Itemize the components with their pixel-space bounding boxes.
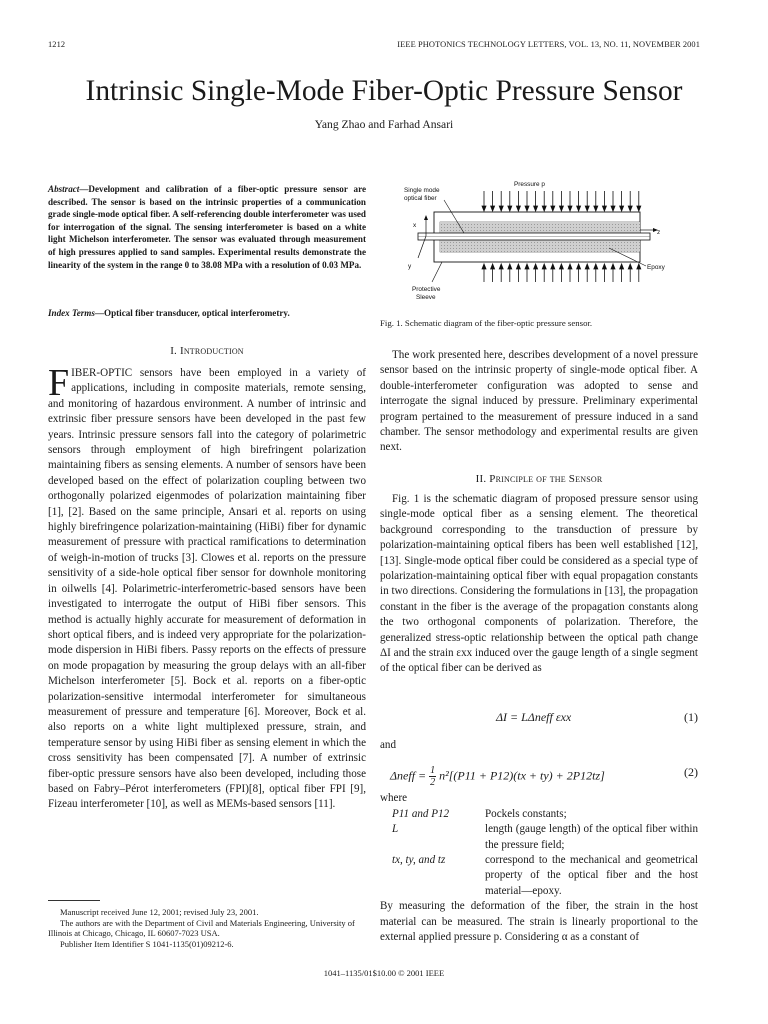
- definition-symbol: P11 and P12: [392, 807, 450, 820]
- equation-2: [380, 757, 698, 791]
- fig-label-sleeve-2: Sleeve: [416, 294, 436, 301]
- introduction-body: [48, 362, 366, 813]
- right-column-intro: [380, 348, 698, 456]
- drop-cap: F: [48, 362, 70, 404]
- fig-label-pressure: Pressure p: [514, 181, 545, 188]
- journal-citation: IEEE PHOTONICS TECHNOLOGY LETTERS, VOL. 13, NO. 11, NOVEMBER 2001: [397, 40, 700, 49]
- figure-1-schematic: [404, 178, 686, 306]
- footnote-affiliation: The authors are with the Department of Civil and Materials Engineering, University of Illinois at Chicago, Chicago, IL 60607-7023 USA.: [48, 917, 355, 939]
- introduction-paragraph: IBER-OPTIC sensors have been employed in a variety of applications, including in composite materials, remote sensing, and monitoring of hazardous environment. A number of intrinsic and extrinsic fiber pressure sensors have been developed in the past few years. Intrinsic pressure sensors fall into the category of polarimetric sensors through employment of high birefringent polarization maintaining fibers as sensing elements. A number of sensors have been developed based on the effect of polarization coupling between two orthogonally polarized eigenmodes of polarization maintaining fiber [1], [2]. Based on the same principle, Ansari et al. reports on using highly birefringence polarization-maintaining (HiBi) fiber for dynamic measurement of pressure with practical ramifications to determination of weigh-in-motion of trucks [3]. Clowes et al. reports on the pressure sensitivity of a side-hole optical fiber sensor for downhole monitoring in oilwells [4]. Polarimetric-interferometric-based sensors have been investigated to interrogate the output of HiBi fiber sensors. This method is actually highly accurate for measurement of deformation in short optical fibers, and is indeed very appropriate for the polarization-mode dispersion in HiBi fibers. Passy reports on the effects of pressure on mode propagation by measuring the group delays with an all-fiber Michelson interferometer [5]. Bock et al. reports on a fiber-optic polarization-sensitive intermodal interferometer for simultaneous measurement of pressure and temperature [6]. Moreover, Bock et al. also reports on a white light multiplexed pressure, strain, and temperature sensor by using HiBi fiber as sensing element in which the cross sensitivity has been compensated [7]. A number of extrinsic fiber-optic pressure sensors have also been developed, including those based on Fabry–Pérot interferometers (FPI)[8], optical fiber FPI [9], Fizeau interferometer [10], as well as MEMs-based sensors [11].: [48, 367, 366, 811]
- paper-authors: Yang Zhao and Farhad Ansari: [314, 118, 454, 131]
- fig-label-fiber: Single mode: [404, 187, 440, 194]
- index-terms-text: —Optical fiber transducer, optical interferometry.: [94, 308, 290, 318]
- principle-body: [380, 492, 698, 677]
- equation-1-expression: ΔI = LΔneff εxx: [496, 710, 572, 724]
- copyright-line: 1041–1135/01$10.00 © 2001 IEEE: [323, 968, 445, 978]
- fig-label-z: z: [657, 229, 661, 236]
- footnote-received: Manuscript received June 12, 2001; revised July 23, 2001.: [60, 907, 259, 917]
- index-terms: [48, 307, 366, 320]
- fig-label-x: x: [413, 222, 417, 229]
- final-paragraph: [380, 899, 698, 945]
- definition-text: length (gauge length) of the optical fiber within the pressure field;: [485, 823, 698, 851]
- equation-2-lhs: Δneff =: [390, 768, 427, 783]
- footnote-pii: Publisher Item Identifier S 1041-1135(01)09212-6.: [60, 938, 234, 949]
- definition-row: [380, 822, 698, 853]
- definition-symbol: L: [392, 823, 399, 836]
- final-paragraph-text: By measuring the deformation of the fiber, the strain in the host material can be measured. The strain is linearly proportional to the external applied pressure p. Considering α as a constant of: [380, 900, 698, 944]
- where-text: where: [380, 792, 408, 805]
- definition-text: Pockels constants;: [485, 807, 567, 820]
- equation-1-number: (1): [684, 710, 698, 724]
- page-number: 1212: [48, 40, 66, 49]
- equation-1: [380, 710, 698, 732]
- paper-title: Intrinsic Single-Mode Fiber-Optic Pressure Sensor: [85, 75, 683, 107]
- fig-label-y: y: [408, 263, 412, 270]
- abstract-label: Abstract: [48, 184, 80, 194]
- equations: [380, 710, 698, 945]
- symbol-definitions: [380, 807, 698, 899]
- figure-1-caption: Fig. 1. Schematic diagram of the fiber-optic pressure sensor.: [380, 318, 593, 328]
- fig-label-sleeve: Protective: [412, 286, 441, 293]
- fig-label-fiber-2: optical fiber: [404, 195, 437, 202]
- footnote-rule: [48, 900, 100, 901]
- equation-2-number: (2): [684, 765, 698, 780]
- section-heading-principle: II. Principle of the Sensor: [475, 473, 603, 485]
- footnote: [48, 907, 366, 949]
- pressure-arrows-top: [482, 191, 641, 211]
- pressure-arrows-bottom: [482, 264, 641, 282]
- definition-row: [380, 853, 698, 899]
- and-text: and: [380, 739, 397, 751]
- equation-2-rhs: n²[(P11 + P12)(tx + ty) + 2P12tz]: [439, 768, 605, 783]
- intro-paragraph-2: The work presented here, describes development of a novel pressure sensor based on the intrinsic property of single-mode optical fiber. A double-interferometer configuration was adopted to sense and interrogate the signal induced by pressure. Preliminary experimental program pertained to the measurement of pressure induced in a sand chamber. The sensor methodology and experimental results are given next.: [380, 349, 698, 454]
- section-heading-introduction: I. Introduction: [170, 345, 244, 357]
- definition-symbol: tx, ty, and tz: [392, 854, 446, 867]
- fig-label-epoxy: Epoxy: [647, 264, 665, 271]
- index-terms-label: Index Terms: [48, 308, 95, 318]
- definition-row: [380, 807, 698, 822]
- abstract: [48, 183, 366, 271]
- equation-2-fraction: $\frac{1}{2}$: [430, 765, 436, 789]
- definition-text: correspond to the mechanical and geometrical property of the optical fiber and the host material—epoxy.: [485, 854, 698, 897]
- principle-paragraph: Fig. 1 is the schematic diagram of proposed pressure sensor using single-mode optical fiber as a sensing element. The theoretical background corresponding to the transduction of pressure by polarization-maintaining optical fibers has been well established [12], [13]. Single-mode optical fiber could be considered as a special type of polarization-maintaining optical fiber with equal propagation constants in two directions. Considering the formulations in [13], the propagation constant in the fiber is the average of the propagation constants along the two orthogonal components of polarization. Therefore, the generalized stress-optic relationship between the optical path change ΔI and the strain εxx induced over the gauge length of a single segment of the optical fiber can be derived as: [380, 493, 698, 675]
- abstract-text: —Development and calibration of a fiber-optic pressure sensor are described. The sensor is based on the intrinsic properties of a communication grade single-mode optical fiber. A self-referencing double interferometer was used for interrogation of the signal. The sensing interferometer is based on a white light Michelson interferometer. The sensor was evaluated through measurement of high pressures applied to sand samples. Experimental results demonstrate the linearity of the system in the range 0 to 38.08 MPa with a resolution of 0.03 MPa.: [48, 184, 366, 270]
